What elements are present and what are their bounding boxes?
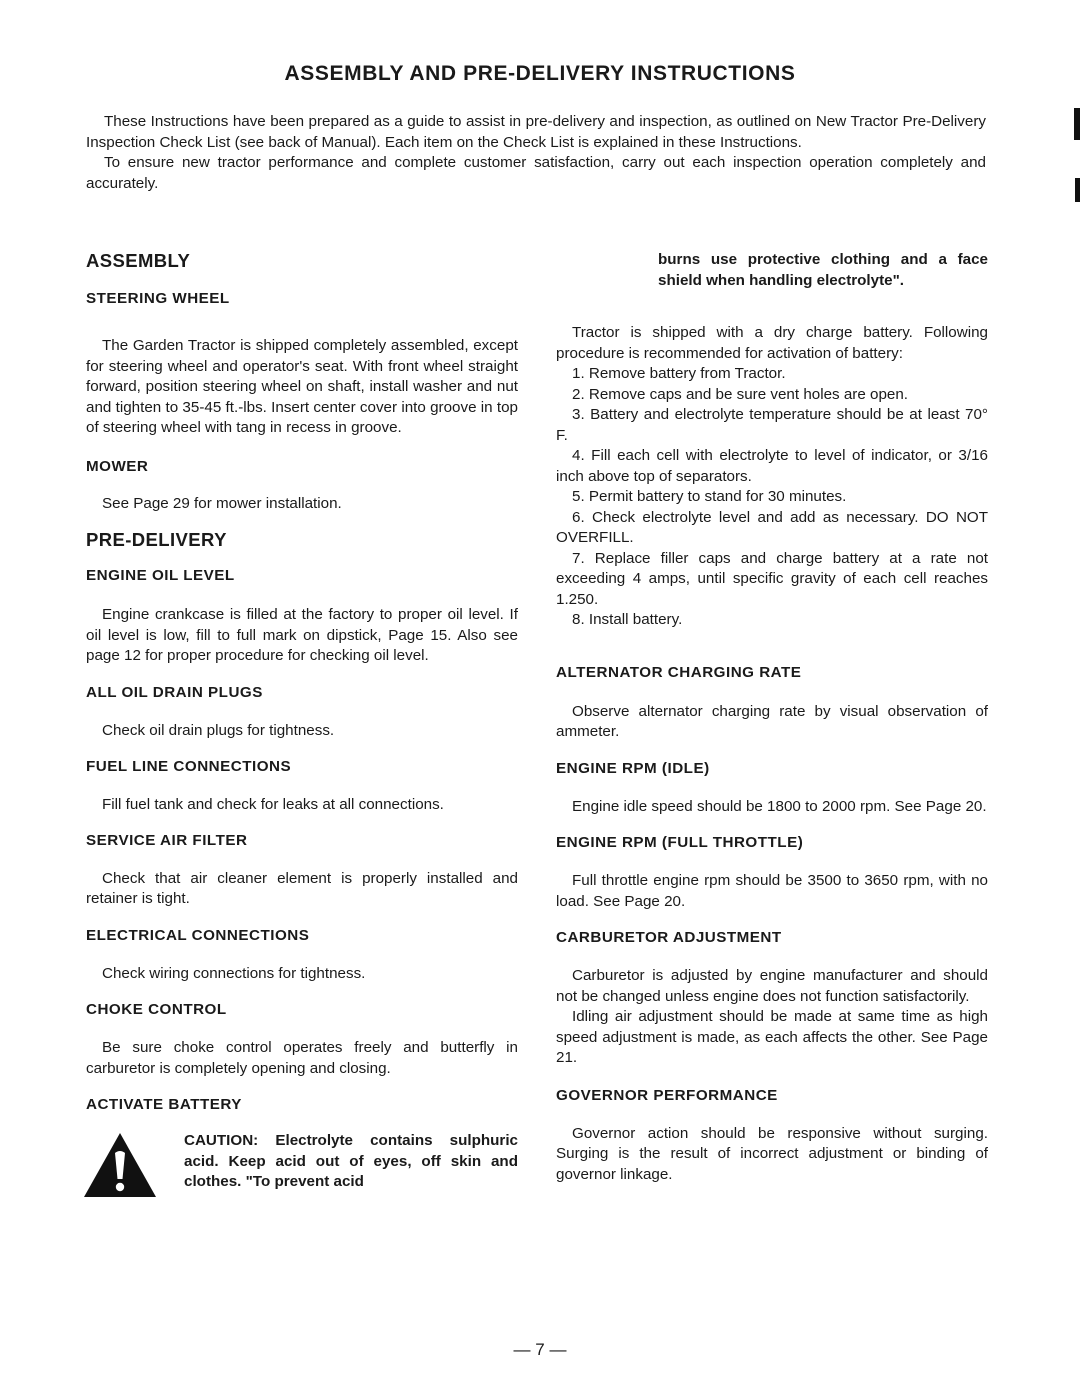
page-number: — 7 — [513, 1340, 567, 1359]
rpm-full-heading: ENGINE RPM (FULL THROTTLE) [556, 834, 804, 851]
steering-wheel-heading: STEERING WHEEL [86, 290, 230, 307]
choke-heading: CHOKE CONTROL [86, 1001, 227, 1018]
engine-oil-text: Engine crankcase is filled at the factory to proper oil level. If oil level is low, fill to full mark on dipstick, Page 15. Also see page 12 for proper procedure for checking oil level. [86, 606, 518, 664]
drain-plugs-heading: ALL OIL DRAIN PLUGS [86, 683, 263, 701]
mower-heading: MOWER [86, 457, 149, 475]
carburetor-text-2: Idling air adjustment should be made at same time as high speed adjustment is made, as each affects the other. See Page 21. [556, 1008, 988, 1066]
caution-text: CAUTION: Electrolyte contains sulphuric acid. Keep acid out of eyes, off skin and clothes. "To prevent acid [184, 1132, 518, 1190]
electrical-heading: ELECTRICAL CONNECTIONS [86, 926, 310, 944]
intro-paragraph-1: These Instructions have been prepared as a guide to assist in pre-delivery and inspection, as outlined on New Tractor Pre-Delivery Inspection Check List (see back of Manual). Each item on the Check List is explained in these Instructions. [86, 113, 986, 151]
caution-block [86, 1131, 518, 1199]
rpm-idle-heading: ENGINE RPM (IDLE) [556, 759, 710, 777]
scan-edge-mark [1074, 108, 1080, 140]
battery-step: 6. Check electrolyte level and add as necessary. DO NOT OVERFILL. [556, 508, 988, 546]
carburetor-heading: CARBURETOR ADJUSTMENT [556, 929, 782, 946]
fuel-line-text: Fill fuel tank and check for leaks at all connections. [102, 796, 444, 813]
alternator-text: Observe alternator charging rate by visual observation of ammeter. [556, 702, 988, 740]
battery-step: 4. Fill each cell with electrolyte to level of indicator, or 3/16 inch above top of separators. [556, 447, 988, 485]
drain-plugs-text: Check oil drain plugs for tightness. [102, 721, 335, 739]
battery-intro-text: Tractor is shipped with a dry charge battery. Following procedure is recommended for activation of battery: [556, 324, 988, 362]
predelivery-heading: PRE-DELIVERY [86, 529, 227, 550]
governor-heading: GOVERNOR PERFORMANCE [556, 1086, 778, 1104]
intro-section [86, 112, 986, 194]
battery-step: 1. Remove battery from Tractor. [572, 365, 786, 382]
alternator-heading: ALTERNATOR CHARGING RATE [556, 663, 802, 681]
air-filter-heading: SERVICE AIR FILTER [86, 831, 248, 849]
caution-continued-text: burns use protective clothing and a face shield when handling electrolyte". [658, 251, 988, 289]
assembly-heading: ASSEMBLY [86, 250, 191, 271]
battery-step: 7. Replace filler caps and charge battery at a rate not exceeding 4 amps, until specific gravity of each cell reaches 1.250. [556, 549, 988, 608]
right-column [556, 250, 988, 1185]
rpm-idle-text: Engine idle speed should be 1800 to 2000 rpm. See Page 20. [572, 797, 987, 815]
fuel-line-heading: FUEL LINE CONNECTIONS [86, 758, 292, 775]
page-title: ASSEMBLY AND PRE-DELIVERY INSTRUCTIONS [284, 62, 796, 85]
rpm-full-text: Full throttle engine rpm should be 3500 to 3650 rpm, with no load. See Page 20. [556, 872, 988, 910]
carburetor-text-1: Carburetor is adjusted by engine manufacturer and should not be changed unless engine does not function satisfactorily. [556, 967, 988, 1005]
mower-text: See Page 29 for mower installation. [102, 494, 342, 512]
governor-text: Governor action should be responsive without surging. Surging is the result of incorrect adjustment or binding of governor linkage. [556, 1124, 988, 1183]
warning-triangle-icon [82, 1131, 158, 1199]
choke-text: Be sure choke control operates freely and butterfly in carburetor is completely opening and closing. [86, 1039, 518, 1077]
battery-step: 2. Remove caps and be sure vent holes are open. [572, 385, 909, 403]
left-column [86, 250, 518, 1199]
steering-wheel-text: The Garden Tractor is shipped completely assembled, except for steering wheel and operator's seat. With front wheel straight forward, position steering wheel on shaft, install washer and nut and tighten to 35-45 ft.-lbs. Insert center cover into groove in top of steering wheel with tang in recess in groove. [86, 337, 518, 436]
caution-continued [556, 250, 988, 291]
battery-step: 5. Permit battery to stand for 30 minutes. [572, 488, 847, 505]
engine-oil-heading: ENGINE OIL LEVEL [86, 567, 235, 584]
air-filter-text: Check that air cleaner element is properly installed and retainer is tight. [86, 869, 518, 907]
intro-paragraph-2: To ensure new tractor performance and complete customer satisfaction, carry out each inspection operation completely and accurately. [86, 154, 986, 192]
scan-edge-mark [1075, 178, 1080, 202]
battery-step: 3. Battery and electrolyte temperature should be at least 70° F. [556, 406, 988, 444]
battery-heading: ACTIVATE BATTERY [86, 1096, 242, 1113]
battery-step: 8. Install battery. [572, 611, 683, 628]
electrical-text: Check wiring connections for tightness. [102, 964, 366, 982]
battery-steps-list [556, 364, 988, 631]
